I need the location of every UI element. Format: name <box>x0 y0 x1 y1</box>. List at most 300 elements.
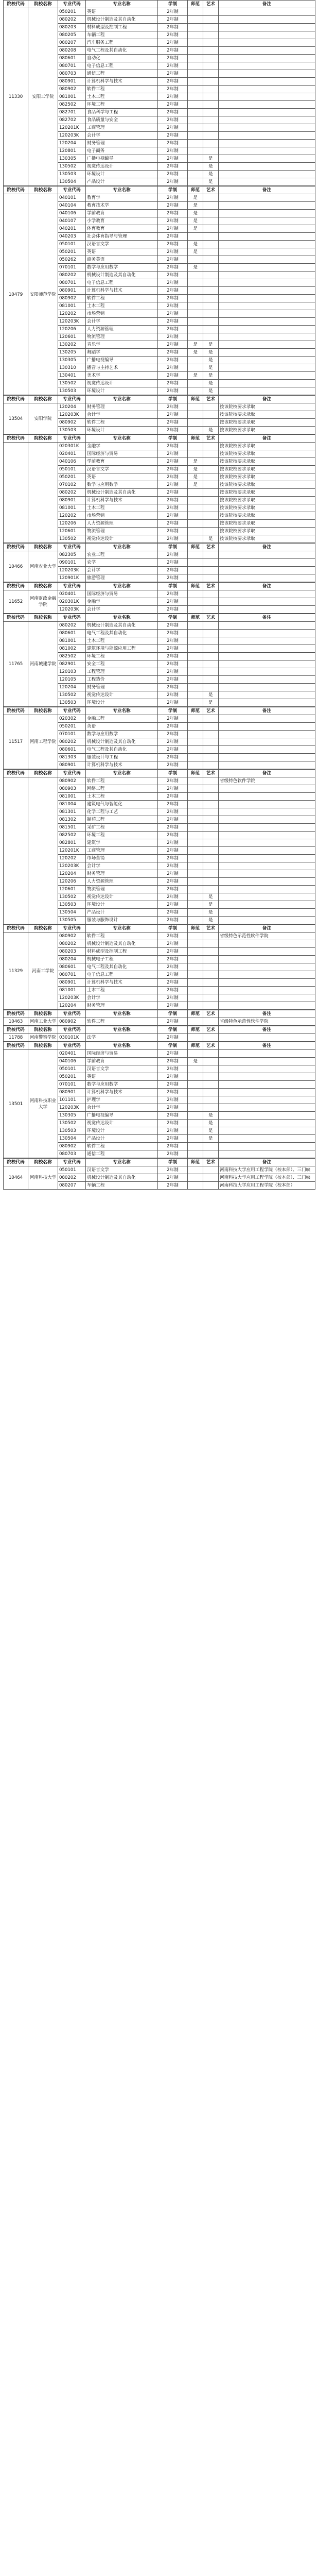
duration: 2年制 <box>158 411 188 419</box>
duration: 2年制 <box>158 630 188 637</box>
major-code: 120204 <box>58 684 86 691</box>
art-flag <box>203 987 219 994</box>
header-school-name: 院校名称 <box>28 435 58 443</box>
major-code: 050101 <box>58 1065 86 1073</box>
teacher-flag <box>188 1065 203 1073</box>
major-code: 130305 <box>58 357 86 364</box>
header-major-name: 专业名称 <box>86 187 158 194</box>
major-code: 080202 <box>58 1174 86 1182</box>
table-row <box>4 403 315 411</box>
note: 按该院校要求录取 <box>219 489 315 497</box>
teacher-flag: 是 <box>188 210 203 217</box>
art-flag <box>203 551 219 559</box>
major-code: 040203 <box>58 233 86 241</box>
major-name: 会计学 <box>86 411 158 419</box>
art-flag <box>203 272 219 279</box>
teacher-flag <box>188 971 203 979</box>
art-flag: 是 <box>203 155 219 163</box>
school-name: 河南财政金融学院 <box>28 590 58 614</box>
art-flag <box>203 948 219 956</box>
major-code: 080207 <box>58 1182 86 1190</box>
art-flag <box>203 520 219 528</box>
header-row <box>4 396 315 403</box>
header-row <box>4 1042 315 1050</box>
art-flag <box>203 333 219 341</box>
note: 按该院校要求录取 <box>219 427 315 434</box>
art-flag: 是 <box>203 163 219 171</box>
art-flag <box>203 979 219 987</box>
art-flag <box>203 1182 219 1190</box>
duration: 2年制 <box>158 458 188 466</box>
art-flag <box>203 994 219 1002</box>
teacher-flag <box>188 824 203 832</box>
duration: 2年制 <box>158 1034 188 1042</box>
major-name: 环境设计 <box>86 1127 158 1135</box>
teacher-flag <box>188 450 203 458</box>
major-name: 软件工程 <box>86 777 158 785</box>
major-name: 汉语言文学 <box>86 1065 158 1073</box>
major-code: 080204 <box>58 956 86 963</box>
duration: 2年制 <box>158 1058 188 1065</box>
major-name: 社会体育指导与管理 <box>86 233 158 241</box>
header-note: 备注 <box>219 614 315 622</box>
major-name: 电气工程及其自动化 <box>86 47 158 55</box>
major-name: 美术学 <box>86 372 158 380</box>
art-flag <box>203 16 219 24</box>
major-code: 080202 <box>58 489 86 497</box>
note <box>219 963 315 971</box>
major-name: 广播电视编导 <box>86 357 158 364</box>
duration: 2年制 <box>158 171 188 178</box>
teacher-flag <box>188 520 203 528</box>
art-flag <box>203 847 219 855</box>
duration: 2年制 <box>158 512 188 520</box>
major-code: 120105 <box>58 676 86 684</box>
teacher-flag <box>188 574 203 582</box>
major-name: 财务管理 <box>86 403 158 411</box>
teacher-flag <box>188 512 203 520</box>
major-code: 050262 <box>58 256 86 264</box>
major-code: 120203K <box>58 411 86 419</box>
major-code: 080901 <box>58 979 86 987</box>
duration: 2年制 <box>158 520 188 528</box>
major-code: 120601 <box>58 333 86 341</box>
duration: 2年制 <box>158 731 188 738</box>
major-code: 120206 <box>58 520 86 528</box>
school-code <box>4 777 28 924</box>
art-flag <box>203 559 219 567</box>
duration: 2年制 <box>158 1166 188 1174</box>
major-code: 082502 <box>58 101 86 109</box>
note <box>219 738 315 746</box>
major-name: 音乐学 <box>86 341 158 349</box>
duration: 2年制 <box>158 55 188 62</box>
teacher-flag <box>188 1166 203 1174</box>
duration: 2年制 <box>158 210 188 217</box>
art-flag <box>203 1073 219 1081</box>
major-name: 建筑电气与智能化 <box>86 801 158 808</box>
art-flag <box>203 1065 219 1073</box>
major-name: 环境设计 <box>86 427 158 434</box>
major-code: 082801 <box>58 839 86 847</box>
note: 按该院校要求录取 <box>219 403 315 411</box>
school-code: 11765 <box>4 622 28 707</box>
major-code: 082305 <box>58 551 86 559</box>
note <box>219 684 315 691</box>
art-flag <box>203 302 219 310</box>
school-name: 安阳师范学院 <box>28 194 58 395</box>
art-flag <box>203 248 219 256</box>
major-code: 020301K <box>58 598 86 606</box>
major-name: 旅游管理 <box>86 574 158 582</box>
note: 河南科技大学应用工程学院（校本部） <box>219 1182 315 1190</box>
teacher-flag <box>188 893 203 901</box>
teacher-flag <box>188 70 203 78</box>
note <box>219 387 315 395</box>
major-name: 会计学 <box>86 318 158 326</box>
art-flag: 是 <box>203 380 219 387</box>
major-code: 082901 <box>58 660 86 668</box>
major-code: 080901 <box>58 497 86 504</box>
note <box>219 660 315 668</box>
duration: 2年制 <box>158 987 188 994</box>
note <box>219 295 315 302</box>
teacher-flag <box>188 637 203 645</box>
duration: 2年制 <box>158 839 188 847</box>
art-flag <box>203 754 219 761</box>
duration: 2年制 <box>158 793 188 801</box>
duration: 2年制 <box>158 1127 188 1135</box>
major-code: 082701 <box>58 109 86 116</box>
note <box>219 1150 315 1158</box>
major-code: 070101 <box>58 731 86 738</box>
header-teacher: 师范 <box>188 435 203 443</box>
teacher-flag <box>188 279 203 287</box>
art-flag: 是 <box>203 1112 219 1120</box>
art-flag: 是 <box>203 535 219 543</box>
major-name: 数学与应用数学 <box>86 731 158 738</box>
note <box>219 574 315 582</box>
major-name: 人力资源管理 <box>86 326 158 333</box>
major-code: 080902 <box>58 1018 86 1026</box>
teacher-flag <box>188 109 203 116</box>
header-duration: 学制 <box>158 396 188 403</box>
major-code: 130305 <box>58 155 86 163</box>
duration: 2年制 <box>158 528 188 535</box>
art-flag: 是 <box>203 909 219 917</box>
major-name: 英语 <box>86 723 158 731</box>
teacher-flag <box>188 691 203 699</box>
note <box>219 62 315 70</box>
note <box>219 909 315 917</box>
major-name: 计算机科学与技术 <box>86 497 158 504</box>
teacher-flag <box>188 645 203 653</box>
major-code: 080903 <box>58 785 86 793</box>
header-school-name: 院校名称 <box>28 544 58 551</box>
major-name: 材料成型及控制工程 <box>86 948 158 956</box>
major-code: 130502 <box>58 1120 86 1127</box>
school-name <box>28 777 58 924</box>
table-row <box>4 590 315 598</box>
header-teacher: 师范 <box>188 1026 203 1034</box>
major-code: 040106 <box>58 210 86 217</box>
major-code: 080601 <box>58 746 86 754</box>
teacher-flag <box>188 419 203 427</box>
major-name: 广播电视编导 <box>86 1112 158 1120</box>
teacher-flag <box>188 731 203 738</box>
teacher-flag <box>188 497 203 504</box>
teacher-flag <box>188 357 203 364</box>
school-table <box>3 543 315 582</box>
note: 省级特色示范性软件学院 <box>219 933 315 940</box>
major-name: 市场营销 <box>86 512 158 520</box>
art-flag <box>203 1081 219 1089</box>
duration: 2年制 <box>158 855 188 862</box>
teacher-flag <box>188 816 203 824</box>
art-flag <box>203 645 219 653</box>
table-row <box>4 551 315 559</box>
teacher-flag <box>188 427 203 434</box>
teacher-flag <box>188 1127 203 1135</box>
major-name: 车辆工程 <box>86 31 158 39</box>
teacher-flag <box>188 1174 203 1182</box>
header-major-name: 专业名称 <box>86 770 158 777</box>
major-name: 土木工程 <box>86 504 158 512</box>
major-code: 130502 <box>58 163 86 171</box>
duration: 2年制 <box>158 39 188 47</box>
duration: 2年制 <box>158 419 188 427</box>
header-row <box>4 614 315 622</box>
major-name: 服装设计与工程 <box>86 754 158 761</box>
major-code: 040101 <box>58 194 86 202</box>
note <box>219 793 315 801</box>
major-name: 土木工程 <box>86 302 158 310</box>
duration: 2年制 <box>158 715 188 723</box>
art-flag <box>203 870 219 878</box>
duration: 2年制 <box>158 256 188 264</box>
art-flag <box>203 606 219 614</box>
school-code: 11517 <box>4 715 28 769</box>
major-name: 电子信息工程 <box>86 279 158 287</box>
art-flag <box>203 1050 219 1058</box>
teacher-flag <box>188 994 203 1002</box>
major-name: 电子商务 <box>86 147 158 155</box>
art-flag <box>203 839 219 847</box>
art-flag <box>203 489 219 497</box>
teacher-flag <box>188 901 203 909</box>
major-name: 建筑学 <box>86 839 158 847</box>
note: 按该院校要求录取 <box>219 512 315 520</box>
header-school-code: 院校代码 <box>4 770 28 777</box>
duration: 2年制 <box>158 364 188 372</box>
major-name: 环境工程 <box>86 832 158 839</box>
major-name: 国际经济与贸易 <box>86 450 158 458</box>
art-flag <box>203 590 219 598</box>
note <box>219 16 315 24</box>
teacher-flag <box>188 1018 203 1026</box>
teacher-flag <box>188 443 203 450</box>
major-name: 会计学 <box>86 606 158 614</box>
note <box>219 940 315 948</box>
art-flag <box>203 598 219 606</box>
header-duration: 学制 <box>158 614 188 622</box>
art-flag <box>203 933 219 940</box>
major-name: 计算机科学与技术 <box>86 761 158 769</box>
major-name: 电子信息工程 <box>86 62 158 70</box>
school-table <box>3 395 315 434</box>
school-code: 10464 <box>4 1166 28 1190</box>
teacher-flag <box>188 256 203 264</box>
teacher-flag <box>188 155 203 163</box>
duration: 2年制 <box>158 637 188 645</box>
note <box>219 109 315 116</box>
school-table <box>3 1010 315 1026</box>
major-code: 080601 <box>58 963 86 971</box>
table-row <box>4 1018 315 1026</box>
major-name: 制药工程 <box>86 816 158 824</box>
art-flag <box>203 217 219 225</box>
note <box>219 233 315 241</box>
major-code: 120901K <box>58 574 86 582</box>
header-row <box>4 925 315 933</box>
header-major-code: 专业代码 <box>58 925 86 933</box>
major-code: 080601 <box>58 55 86 62</box>
major-code: 050201 <box>58 8 86 16</box>
art-flag <box>203 62 219 70</box>
major-code: 080202 <box>58 622 86 630</box>
header-school-name: 院校名称 <box>28 1010 58 1018</box>
duration: 2年制 <box>158 86 188 93</box>
major-code: 030101K <box>58 1034 86 1042</box>
note <box>219 310 315 318</box>
header-school-name: 院校名称 <box>28 925 58 933</box>
major-code: 120103 <box>58 668 86 676</box>
art-flag <box>203 310 219 318</box>
duration: 2年制 <box>158 333 188 341</box>
duration: 2年制 <box>158 1050 188 1058</box>
school-name: 河南工程学院 <box>28 715 58 769</box>
major-name: 法学 <box>86 1034 158 1042</box>
major-name: 学前教育 <box>86 210 158 217</box>
header-school-name: 院校名称 <box>28 187 58 194</box>
duration: 2年制 <box>158 535 188 543</box>
duration: 2年制 <box>158 427 188 434</box>
note <box>219 886 315 893</box>
major-name: 产品设计 <box>86 178 158 186</box>
note <box>219 55 315 62</box>
duration: 2年制 <box>158 93 188 101</box>
duration: 2年制 <box>158 31 188 39</box>
header-school-code: 院校代码 <box>4 1010 28 1018</box>
header-school-name: 院校名称 <box>28 396 58 403</box>
duration: 2年制 <box>158 1104 188 1112</box>
note <box>219 1081 315 1089</box>
header-teacher: 师范 <box>188 925 203 933</box>
major-code: 120203K <box>58 862 86 870</box>
header-teacher: 师范 <box>188 707 203 715</box>
duration: 2年制 <box>158 909 188 917</box>
school-name <box>28 443 58 543</box>
art-flag: 是 <box>203 171 219 178</box>
art-flag <box>203 738 219 746</box>
major-name: 金融工程 <box>86 715 158 723</box>
note <box>219 155 315 163</box>
note <box>219 979 315 987</box>
note <box>219 559 315 567</box>
teacher-flag <box>188 956 203 963</box>
note <box>219 754 315 761</box>
note <box>219 801 315 808</box>
major-code: 080202 <box>58 272 86 279</box>
major-code: 070101 <box>58 1081 86 1089</box>
school-table <box>3 1158 315 1190</box>
note <box>219 364 315 372</box>
header-school-code: 院校代码 <box>4 925 28 933</box>
major-name: 产品设计 <box>86 909 158 917</box>
major-name: 会计学 <box>86 132 158 140</box>
major-code: 082502 <box>58 832 86 839</box>
art-flag: 是 <box>203 349 219 357</box>
art-flag <box>203 466 219 473</box>
note <box>219 878 315 886</box>
header-art: 艺术 <box>203 707 219 715</box>
teacher-flag: 是 <box>188 473 203 481</box>
major-name: 教育技术学 <box>86 202 158 210</box>
duration: 2年制 <box>158 1065 188 1073</box>
note <box>219 1120 315 1127</box>
note <box>219 372 315 380</box>
major-name: 汉语言文学 <box>86 466 158 473</box>
header-teacher: 师范 <box>188 614 203 622</box>
school-code: 11652 <box>4 590 28 614</box>
duration: 2年制 <box>158 194 188 202</box>
major-code: 050201 <box>58 473 86 481</box>
teacher-flag: 是 <box>188 194 203 202</box>
duration: 2年制 <box>158 622 188 630</box>
header-school-name: 院校名称 <box>28 707 58 715</box>
art-flag <box>203 637 219 645</box>
art-flag <box>203 497 219 504</box>
major-name: 金融学 <box>86 443 158 450</box>
art-flag <box>203 124 219 132</box>
art-flag <box>203 1096 219 1104</box>
duration: 2年制 <box>158 699 188 707</box>
teacher-flag <box>188 318 203 326</box>
header-school-name: 院校名称 <box>28 770 58 777</box>
note <box>219 1058 315 1065</box>
note: 按该院校要求录取 <box>219 528 315 535</box>
art-flag <box>203 1166 219 1174</box>
note: 按该院校要求录取 <box>219 466 315 473</box>
major-name: 机械电子工程 <box>86 956 158 963</box>
teacher-flag <box>188 31 203 39</box>
duration: 2年制 <box>158 761 188 769</box>
duration: 2年制 <box>158 225 188 233</box>
note <box>219 653 315 660</box>
major-name: 数学与应用数学 <box>86 1081 158 1089</box>
school-name: 河南农业大学 <box>28 551 58 582</box>
duration: 2年制 <box>158 109 188 116</box>
major-code: 080701 <box>58 62 86 70</box>
duration: 2年制 <box>158 1096 188 1104</box>
major-code: 080901 <box>58 78 86 86</box>
duration: 2年制 <box>158 824 188 832</box>
header-teacher: 师范 <box>188 544 203 551</box>
header-art: 艺术 <box>203 1159 219 1166</box>
teacher-flag <box>188 504 203 512</box>
teacher-flag <box>188 847 203 855</box>
header-major-code: 专业代码 <box>58 1026 86 1034</box>
